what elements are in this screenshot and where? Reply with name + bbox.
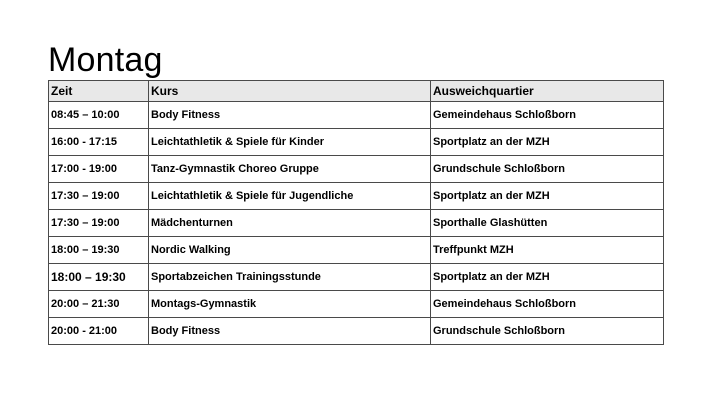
location-cell: Grundschule Schloßborn [431, 156, 664, 183]
table-row [49, 264, 664, 291]
location-cell: Sportplatz an der MZH [431, 264, 664, 291]
table-row [49, 129, 664, 156]
table-row [49, 156, 664, 183]
course-cell: Leichtathletik & Spiele für Jugendliche [149, 183, 431, 210]
table-row [49, 210, 664, 237]
page-title: Montag [48, 41, 163, 79]
table-row [49, 291, 664, 318]
location-cell: Sportplatz an der MZH [431, 183, 664, 210]
time-cell: 17:30 – 19:00 [49, 210, 149, 237]
course-cell: Nordic Walking [149, 237, 431, 264]
course-cell: Body Fitness [149, 318, 431, 345]
location-cell: Grundschule Schloßborn [431, 318, 664, 345]
course-cell: Montags-Gymnastik [149, 291, 431, 318]
time-cell: 17:00 - 19:00 [49, 156, 149, 183]
location-cell: Sporthalle Glashütten [431, 210, 664, 237]
time-cell: 20:00 – 21:30 [49, 291, 149, 318]
time-cell: 20:00 - 21:00 [49, 318, 149, 345]
course-cell: Tanz-Gymnastik Choreo Gruppe [149, 156, 431, 183]
course-cell: Body Fitness [149, 102, 431, 129]
location-cell: Treffpunkt MZH [431, 237, 664, 264]
course-cell: Sportabzeichen Trainingsstunde [149, 264, 431, 291]
location-cell: Gemeindehaus Schloßborn [431, 291, 664, 318]
course-cell: Leichtathletik & Spiele für Kinder [149, 129, 431, 156]
table-row [49, 102, 664, 129]
column-header-course: Kurs [149, 81, 431, 102]
time-cell: 17:30 – 19:00 [49, 183, 149, 210]
time-cell: 18:00 – 19:30 [49, 264, 149, 291]
location-cell: Gemeindehaus Schloßborn [431, 102, 664, 129]
location-cell: Sportplatz an der MZH [431, 129, 664, 156]
time-cell: 16:00 - 17:15 [49, 129, 149, 156]
schedule-table [48, 80, 664, 345]
time-cell: 08:45 – 10:00 [49, 102, 149, 129]
time-cell: 18:00 – 19:30 [49, 237, 149, 264]
table-row [49, 183, 664, 210]
table-row [49, 237, 664, 264]
column-header-alternative-venue: Ausweichquartier [431, 81, 664, 102]
column-header-time: Zeit [49, 81, 149, 102]
table-header-row [49, 81, 664, 102]
course-cell: Mädchenturnen [149, 210, 431, 237]
table-row [49, 318, 664, 345]
